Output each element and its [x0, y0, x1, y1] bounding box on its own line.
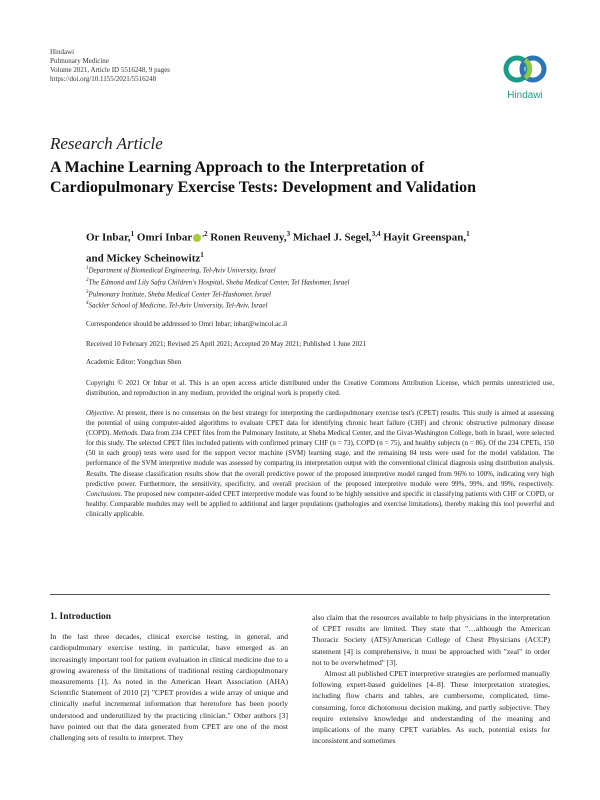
journal-name: Pulmonary Medicine	[50, 57, 109, 65]
hindawi-logo-mark-icon	[500, 48, 550, 90]
left-column	[50, 612, 288, 743]
copyright-notice: Copyright © 2021 Or Inbar et al. This is an open access article distributed under the Creative Commons Attribution License, which permits unrestricted use, distribution, and reproduction in any medium, provided the original work is properly cited.	[86, 379, 554, 397]
intro-paragraph: In the last three decades, clinical exercise testing, in general, and cardiopulmonary exercise testing, in particular, have emerged as an increasingly important tool for patient evaluation in clinical medicine due to a growing awareness of the limitations of traditional resting cardiopulmonary measurements [1]. As noted in the American Heart Association (AHA) Scientific Statement of 2010 [2] "CPET provides a wide array of unique and clinically useful incremental information that heretofore has been poorly understood and underutilized by the practicing clinician." Other authors [3] have pointed out that the data generated from CPET are one of the most challenging sets of results to interpret. They	[50, 632, 288, 743]
right-column	[312, 612, 550, 746]
orcid-icon[interactable]	[193, 234, 201, 242]
abstract-results-label: Results.	[86, 469, 108, 478]
author-name: and Mickey Scheinowitz	[86, 252, 201, 265]
intro-paragraph: also claim that the resources available to help physicians in the interpretation of CPET results are limited. They state that "…although the American Thoracic Society (ATS)/American College of Chest Physicians (ACCP) statement [4] is comprehensive, it must be approached with "zeal" in order not to be overwhelmed" [3].	[312, 613, 550, 667]
hindawi-logo	[500, 48, 550, 104]
journal-header	[50, 48, 170, 84]
abstract-conclusions: The proposed new computer-aided CPET interpretive module was found to be highly sensitive and specific in classifying patients with CHF or COPD, or healthy. Comparable modules may well be applied to additional and larger populations (pathologies and exercise limitations), thereby making this tool powerful and clinically applicable.	[86, 489, 554, 518]
paper-title	[50, 158, 560, 198]
author-name: Ronen Reuveny,	[210, 231, 287, 244]
correspondence: Correspondence should be addressed to Omri Inbar; inbar@wincol.ac.il	[86, 320, 288, 328]
section-heading: 1. Introduction	[50, 612, 112, 622]
abstract-objective-label: Objective.	[86, 409, 115, 417]
author-list	[86, 226, 556, 267]
abstract-results: The disease classification results show that the overall predictive power of the proposed interpretive model ranged from 96% to 100%, indicating very high predictive power. Furthermore, the sensitivity, specificity, and overall precision of the proposed interpretive module were 99%, 99%, and 99%, respectively.	[86, 469, 554, 488]
volume-info: Volume 2021, Article ID 5516248, 9 pages	[50, 66, 171, 74]
doi-link[interactable]: https://doi.org/10.1155/2021/5516248	[50, 75, 157, 83]
author-sup: 1	[200, 250, 204, 259]
author-sup: 1	[466, 230, 470, 238]
section-divider	[50, 594, 550, 595]
author-name: Or Inbar,	[86, 231, 131, 244]
abstract-methods-label: Methods.	[112, 429, 139, 438]
abstract-objective: At present, there is no consensus on the best strategy for interpreting the cardiopulmonary exercise test's (CPET) results. This study is aimed at assessing the potential of using computer-aided algorithms to evaluate CPET data for identifying chronic heart failure (CHF) and chronic obstructive pulmonary disease (COPD).	[86, 409, 554, 438]
article-type: Research Article	[50, 134, 163, 153]
hindawi-logo-text: Hindawi	[507, 90, 543, 101]
affiliations	[86, 264, 349, 311]
author-name: Omri Inbar	[136, 231, 193, 244]
author-sup: 1	[130, 230, 135, 238]
abstract	[86, 408, 554, 519]
author-name: Michael J. Segel,	[292, 231, 372, 244]
publisher-name: Hindawi	[50, 48, 75, 56]
intro-paragraph: Almost all published CPET interpretive strategies are performed manually following expert-based guidelines [4–8]. These interpretation strategies, including flow charts and tables, are cumbersome, complicated, time-consuming, force dichotomous decision making, and partly subjective. They require extensive knowledge and understanding of the meaning and implications of the many CPET variables. As such, potential exists for inconsistent and sometimes	[312, 669, 550, 746]
publication-dates: Received 10 February 2021; Revised 25 April 2021; Accepted 20 May 2021; Published 1 June 2021	[86, 340, 367, 348]
abstract-conclusions-label: Conclusions.	[86, 489, 123, 498]
affiliation: $^3$Pulmonary Institute, Sheba Medical Center Tel-Hashomer, Israel	[86, 289, 271, 298]
affiliation: $^2$The Edmond and Lily Safra Children's Hospital, Sheba Medical Center, Tel Hashomer, Israel	[86, 277, 350, 287]
title-line-2: Cardiopulmonary Exercise Tests: Development and Validation	[50, 179, 476, 196]
title-line-1: A Machine Learning Approach to the Interpretation of	[50, 159, 425, 176]
abstract-methods: Data from 234 CPET files from the Pulmonary Institute, at Sheba Medical Center, and the Givat-Washington College, both in Israel, were selected for this study. The selected CPET files included patients with confirmed primary CHF (n = 73), COPD (n = 75), and healthy subjects (n = 86). Of the 234 CPETs, 150 (50 in each group) tests were used for the support vector machine (SVM) learning stage, and the remaining 84 tests were used for the model validation. The performance of the SVM interpretive module was assessed by comparing its interpretation output with the conventional clinical diagnosis using distribution analysis.	[86, 429, 554, 468]
author-name: Hayit Greenspan,	[383, 231, 467, 244]
author-sup: ,2	[202, 230, 208, 238]
affiliation: $^1$Department of Biomedical Engineering, Tel-Aviv University, Israel	[86, 266, 276, 275]
academic-editor: Academic Editor: Yongchun Shen	[86, 358, 182, 366]
author-sup: 3,4	[371, 230, 381, 238]
author-sup: 3	[286, 230, 291, 238]
affiliation: $^4$Sackler School of Medicine, Tel-Aviv University, Tel-Aviv, Israel	[86, 301, 268, 310]
